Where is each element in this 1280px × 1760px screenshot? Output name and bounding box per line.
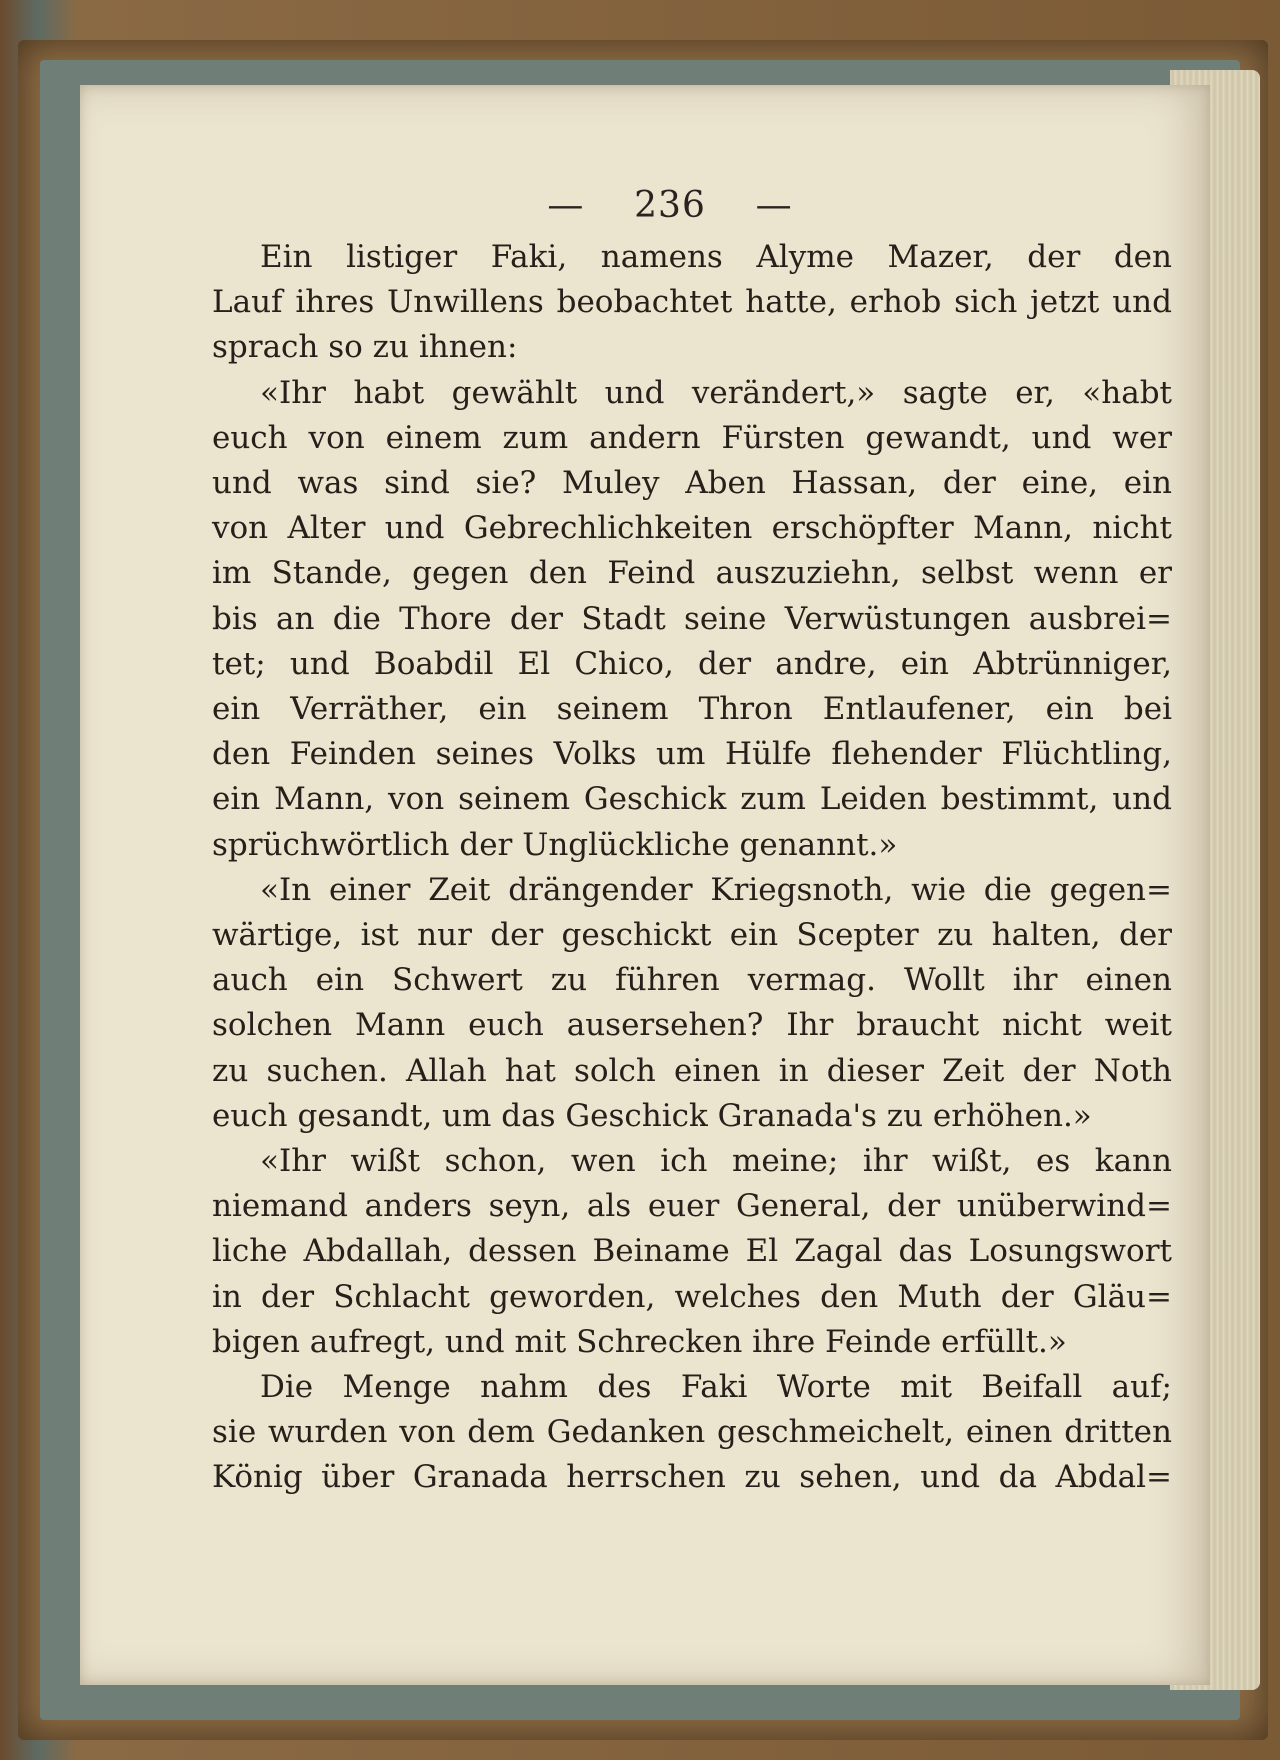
text-line: tet; und Boabdil El Chico, der andre, ein Abtrünniger, [212,645,1172,682]
paragraph-5 [212,1365,1172,1501]
text-line: Ein listiger Faki, namens Alyme Mazer, der den [260,239,1172,275]
text-line: ein Verräther, ein seinem Thron Entlaufener, ein bei [212,691,1172,728]
text-line: niemand anders seyn, als euer General, der unüberwind= [212,1188,1172,1225]
page-number-prefix: — [547,185,585,226]
text-line: Die Menge nahm des Faki Worte mit Beifall auf; [260,1369,1172,1406]
text-line: zu suchen. Allah hat solch einen in dieser Zeit der Noth [212,1052,1172,1089]
text-line: «In einer Zeit drängender Kriegsnoth, wie die gegen= [260,871,1172,908]
text-line: «Ihr wißt schon, wen ich meine; ihr wißt, es kann [260,1143,1172,1180]
paragraph-1 [212,235,1172,371]
text-line: im Stande, gegen den Feind auszuziehn, selbst wenn er [212,555,1172,592]
paragraph-2 [212,371,1172,868]
text-line: liche Abdallah, dessen Beiname El Zagal das Losungswort [212,1233,1172,1270]
text-line: von Alter und Gebrechlichkeiten erschöpfter Mann, nicht [212,510,1172,547]
text-line: auch ein Schwert zu führen vermag. Wollt ihr einen [212,962,1172,999]
text-line: in der Schlacht geworden, welches den Muth der Gläu= [212,1278,1172,1315]
text-line: König über Granada herrschen zu sehen, und da Abdal= [212,1459,1172,1496]
text-line: Lauf ihres Unwillens beobachtet hatte, erhob sich jetzt und [212,284,1172,321]
book-page [80,85,1210,1685]
body-text [212,235,1172,1501]
text-line: und was sind sie? Muley Aben Hassan, der eine, ein [212,465,1172,502]
page-number-value: 236 [634,185,706,226]
text-line: bis an die Thore der Stadt seine Verwüstungen ausbrei= [212,600,1172,637]
paragraph-3 [212,868,1172,1139]
text-line: euch gesandt, um das Geschick Granada's zu erhöhen.» [212,1097,1092,1134]
text-line: euch von einem zum andern Fürsten gewandt, und wer [212,419,1172,456]
text-line: sie wurden von dem Gedanken geschmeichelt, einen dritten [212,1414,1172,1451]
text-line: ein Mann, von seinem Geschick zum Leiden bestimmt, und [212,781,1172,818]
paragraph-4 [212,1139,1172,1365]
page-number-suffix: — [755,185,793,226]
text-line: sprüchwörtlich der Unglückliche genannt.» [212,826,898,863]
text-line: den Feinden seines Volks um Hülfe flehender Flüchtling, [212,736,1172,773]
text-line: bigen aufregt, und mit Schrecken ihre Feinde erfüllt.» [212,1323,1067,1360]
text-line: «Ihr habt gewählt und verändert,» sagte er, «habt [260,374,1172,411]
page-number [80,185,1260,226]
text-line: solchen Mann euch ausersehen? Ihr braucht nicht weit [212,1007,1172,1044]
text-line: wärtige, ist nur der geschickt ein Scepter zu halten, der [212,917,1172,954]
text-line: sprach so zu ihnen: [212,329,518,366]
